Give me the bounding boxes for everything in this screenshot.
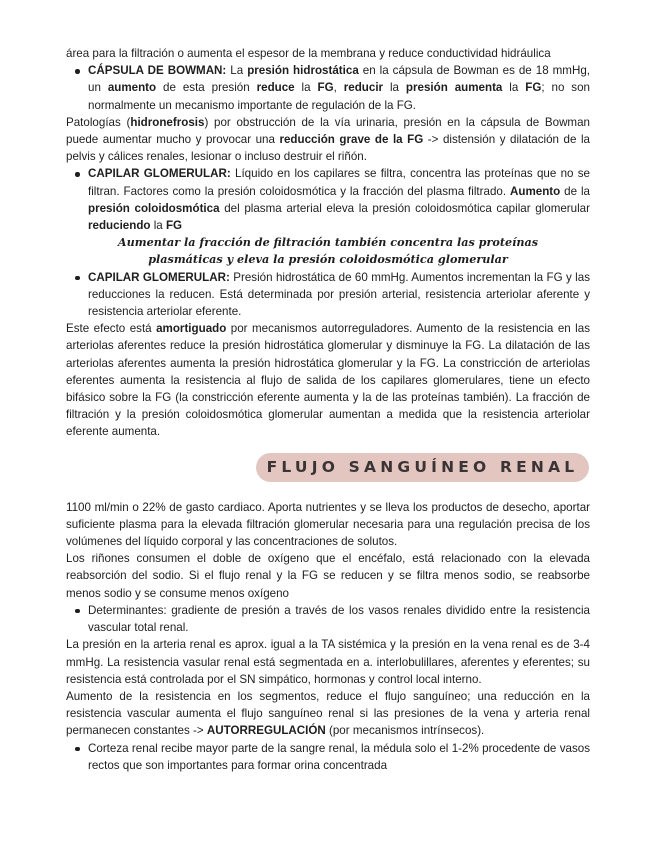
bullet-capilar-glomerular-1 (66, 165, 590, 234)
bold-term: CAPILAR GLOMERULAR: (88, 270, 230, 284)
bullet-dot (75, 276, 80, 281)
paragraph-patologias (66, 114, 590, 166)
bold-term: presión aumenta (405, 81, 503, 95)
section-header (66, 441, 590, 499)
text: Aumento de la resistencia en los segmentos, reduce el flujo sanguíneo; una reducción en la resistencia vascular aumenta el flujo sanguíneo renal si las presiones de la vena y arteria renal permanecen constantes -> (66, 689, 590, 738)
text: Corteza renal recibe mayor parte de la sangre renal, la médula solo el 1-2% procedente de vasos rectos que son importantes para formar orina concentrada (88, 741, 590, 772)
bold-term: reduciendo (88, 219, 151, 233)
bullet-capsula-bowman (66, 62, 590, 114)
text: , (333, 81, 344, 95)
bullet-dot (75, 69, 80, 74)
text: Líquido en los capilares se filtra, concentra las proteínas que no se filtran. Factores como la presión coloidosmótica y la fracción del plasma filtrado. (88, 167, 590, 198)
bold-term: aumento (107, 81, 157, 95)
bullet-corteza (66, 740, 590, 774)
bullet-dot (75, 747, 80, 752)
text: la (502, 81, 526, 95)
text: La (226, 64, 248, 78)
text: en la cápsula de Bowman es de 18 mmHg, un (88, 64, 590, 95)
text: ) por obstrucción de la vía urinaria, presión en la cápsula de Bowman puede aumentar mucho y provocar una (66, 115, 590, 147)
bold-term: reducir (343, 81, 384, 95)
paragraph-autorregulacion (66, 688, 590, 740)
text: (por mecanismos intrínsecos). (325, 724, 485, 738)
text: la (383, 81, 406, 95)
bold-term: reduce (256, 81, 295, 95)
highlight-note: Aumentar la fracción de filtración también concentra las proteínas plasmáticas y eleva la presión coloidosmótica glomerular (117, 235, 539, 267)
paragraph-presion-arteria: La presión en la arteria renal es aprox. igual a la TA sistémica y la presión en la vena renal es de 3-4 mmHg. La resistencia vasular renal está segmentada en a. interlobulillares, aferentes y eferentes; su resistencia está controlada por el SN simpático, hormonas y control local interno. (66, 638, 590, 686)
text: la (150, 219, 166, 233)
bold-term: CÁPSULA DE BOWMAN: (88, 64, 227, 78)
bold-term: hidronefrosis (130, 115, 205, 129)
paragraph-flujo-intro: 1100 ml/min o 22% de gasto cardiaco. Aporta nutrientes y se lleva los productos de desecho, aportar suficiente plasma para la elevada filtración glomerular necesaria para una regulación precisa de los volúmenes del líquido corporal y las concentraciones de solutos. (66, 500, 590, 549)
document-content (66, 45, 590, 774)
bold-term: presión coloidosmótica (88, 201, 220, 215)
bold-term: FG (165, 219, 183, 233)
bold-term: presión hidrostática (247, 64, 359, 78)
bold-term: amortiguado (156, 322, 227, 336)
bold-term: Aumento (509, 184, 561, 198)
text: del plasma arterial eleva la presión coloidosmótica capilar glomerular (219, 201, 590, 215)
bold-term: FG (525, 81, 542, 95)
text: de la (560, 184, 590, 198)
text: Presión hidrostática de 60 mmHg. Aumentos incrementan la FG y las reducciones la reducen. Está determinada por presión arterial, resistencia arteriolar aferente y resistencia arteriolar eferente. (88, 270, 590, 319)
bold-term: FG (317, 81, 334, 95)
bold-term: reducción grave de la FG (279, 133, 424, 147)
section-title-banner (256, 453, 589, 482)
text: Este efecto está (66, 322, 157, 336)
bold-term: AUTORREGULACIÓN (206, 724, 326, 738)
text: Determinantes: gradiente de presión a través de los vasos renales dividido entre la resistencia vascular total renal. (88, 603, 590, 635)
bullet-dot (75, 609, 80, 614)
text: ; no son normalmente un mecanismo importante de regulación de la FG. (88, 81, 590, 112)
paragraph-oxigeno: Los riñones consumen el doble de oxígeno que el encéfalo, está relacionado con la elevada reabsorción del sodio. Si el flujo renal y la FG se reducen y se filtra menos sodio, se reabsorbe menos sodio y se consume menos oxígeno (66, 552, 590, 600)
bullet-dot (75, 172, 80, 177)
text: -> distensión y dilatación de la pelvis y cálices renales, lesionar o incluso destruir el riñón. (66, 133, 590, 164)
bold-term: CAPILAR GLOMERULAR: (88, 167, 231, 181)
text: por mecanismos autorreguladores. Aumento de la resistencia en las arteriolas aferentes reduce la presión hidrostática glomerular y disminuye la FG. La dilatación de las arteriolas aferentes aumenta la presión hidrostática glomerular y la FG. La constricción de arteriolas eferentes aumenta la resistencia al flujo de salida de los capilares glomerulares, tiene un efecto bifásico sobre la FG (la constricción eferente aumenta y la de las proteínas también). La fracción de filtración y la presión coloidosmótica glomerular aumentan a medida que la resistencia arteriolar eferente aumenta. (66, 322, 591, 439)
bullet-determinantes (66, 602, 590, 636)
paragraph-filtration-area: área para la filtración o aumenta el espesor de la membrana y reduce conductividad hidráulica (66, 47, 551, 60)
section-title: FLUJO SANGUÍNEO RENAL (266, 457, 579, 476)
text: Patologías ( (66, 115, 131, 129)
bullet-capilar-glomerular-2 (66, 269, 590, 321)
text: de esta presión (156, 81, 257, 95)
paragraph-efecto (66, 320, 590, 440)
text: la (294, 81, 318, 95)
